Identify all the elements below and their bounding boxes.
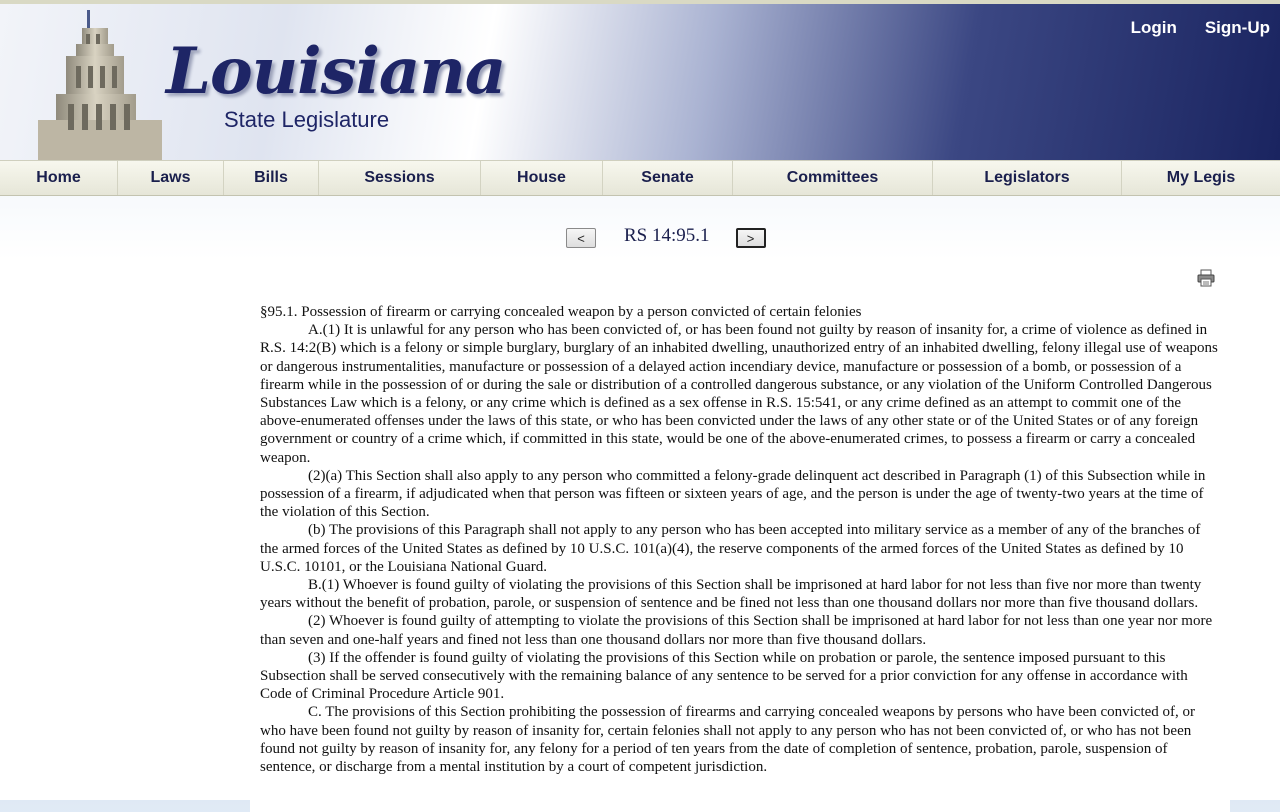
nav-my-legis[interactable]: My Legis: [1166, 169, 1236, 186]
statute-heading: §95.1. Possession of firearm or carrying concealed weapon by a person convicted of certain felonies: [260, 304, 862, 320]
next-section-button[interactable]: >: [736, 228, 766, 248]
nav-house[interactable]: House: [481, 161, 603, 195]
statute-paragraph: B.(1) Whoever is found guilty of violating the provisions of this Section shall be imprisoned at hard labor for not less than five nor more than twenty years without the benefit of probation, parole, or suspension of sentence and be fined not less than one thousand dollars nor more than five thousand dollars.: [260, 577, 1202, 612]
statute-paragraph: C. The provisions of this Section prohibiting the possession of firearms and carrying concealed weapons by persons who have been convicted of, or who have been found not guilty by reason of insanity for, certain felonies shall not apply to any person who has not been convicted of, or who has not been found not guilty by reason of insanity for, any felony for a period of ten years from the date of completion of sentence, probation, parole, suspension of sentence, or discharge from a mental institution by a court of competent jurisdiction.: [260, 704, 1196, 776]
statute-pager: [566, 226, 766, 250]
statute-citation: RS 14:95.1: [624, 225, 710, 246]
previous-section-button[interactable]: <: [566, 228, 596, 248]
print-icon[interactable]: [1197, 269, 1215, 287]
account-links: [1131, 18, 1270, 38]
statute-paragraph: (b) The provisions of this Paragraph shall not apply to any person who has been accepted into military service as a member of any of the branches of the armed forces of the United States as defined by 10 U.S.C. 101(a)(4), the reserve components of the armed forces of the United States as defined by 10 U.S.C. 10101, or the Louisiana National Guard.: [260, 522, 1201, 575]
nav-bills[interactable]: Bills: [224, 161, 319, 195]
signup-link[interactable]: Sign-Up: [1204, 18, 1270, 37]
nav-laws[interactable]: Laws: [118, 161, 224, 195]
site-header: [0, 0, 1280, 160]
nav-home[interactable]: Home: [0, 161, 118, 195]
nav-sessions[interactable]: Sessions: [319, 161, 481, 195]
statute-paragraph: (2) Whoever is found guilty of attempting to violate the provisions of this Section shall be imprisoned at hard labor for not less than one year nor more than seven and one-half years and fined not less than one thousand dollars nor more than five thousand dollars.: [260, 613, 1213, 648]
nav-senate[interactable]: Senate: [603, 161, 733, 195]
statute-paragraph: (3) If the offender is found guilty of violating the provisions of this Section while on probation or parole, the sentence imposed pursuant to this Subsection shall be served consecutively with the remaining balance of any sentence to be served for a prior conviction for any offense in accordance with Code of Criminal Procedure Article 901.: [260, 649, 1188, 703]
nav-legislators[interactable]: Legislators: [933, 161, 1122, 195]
login-link[interactable]: Login: [1130, 18, 1177, 37]
logo-subtitle: State Legislature: [224, 107, 390, 132]
main-nav: [0, 160, 1280, 196]
statute-paragraph: A.(1) It is unlawful for any person who has been convicted of, or has been found not guilty by reason of insanity for, a crime of violence as defined in R.S. 14:2(B) which is a felony or simple burglary, burglary of an inhabited dwelling, unauthorized entry of an inhabited dwelling, felony illegal use of weapons or dangerous instrumentalities, manufacture or possession of a delayed action incendiary device, manufacture or possession of a bomb, or possession of a firearm while in the possession of or during the sale or distribution of a controlled dangerous substance, or any violation of the Uniform Controlled Dangerous Substances Law which is a felony, or any crime which is defined as a sex offense in R.S. 15:541, or any crime defined as an attempt to commit one of the above-enumerated offenses under the laws of this state, or who has been convicted under the laws of any other state or of the United States or of any foreign government or country of a crime which, if committed in this state, would be one of the above-enumerated crimes, to possess a firearm or carry a concealed weapon.: [260, 322, 1218, 466]
nav-committees[interactable]: Committees: [733, 161, 933, 195]
statute-text: [250, 292, 1230, 812]
capitol-building-image: [30, 10, 170, 160]
logo-wordmark[interactable]: Louisiana: [166, 34, 506, 109]
statute-paragraph: (2)(a) This Section shall also apply to any person who committed a felony-grade delinquent act described in Paragraph (1) of this Subsection while in possession of a firearm, if adjudicated when that person was fifteen or sixteen years of age, and the person is under the age of twenty-two years at the time of the violation of this Section.: [260, 467, 1206, 521]
